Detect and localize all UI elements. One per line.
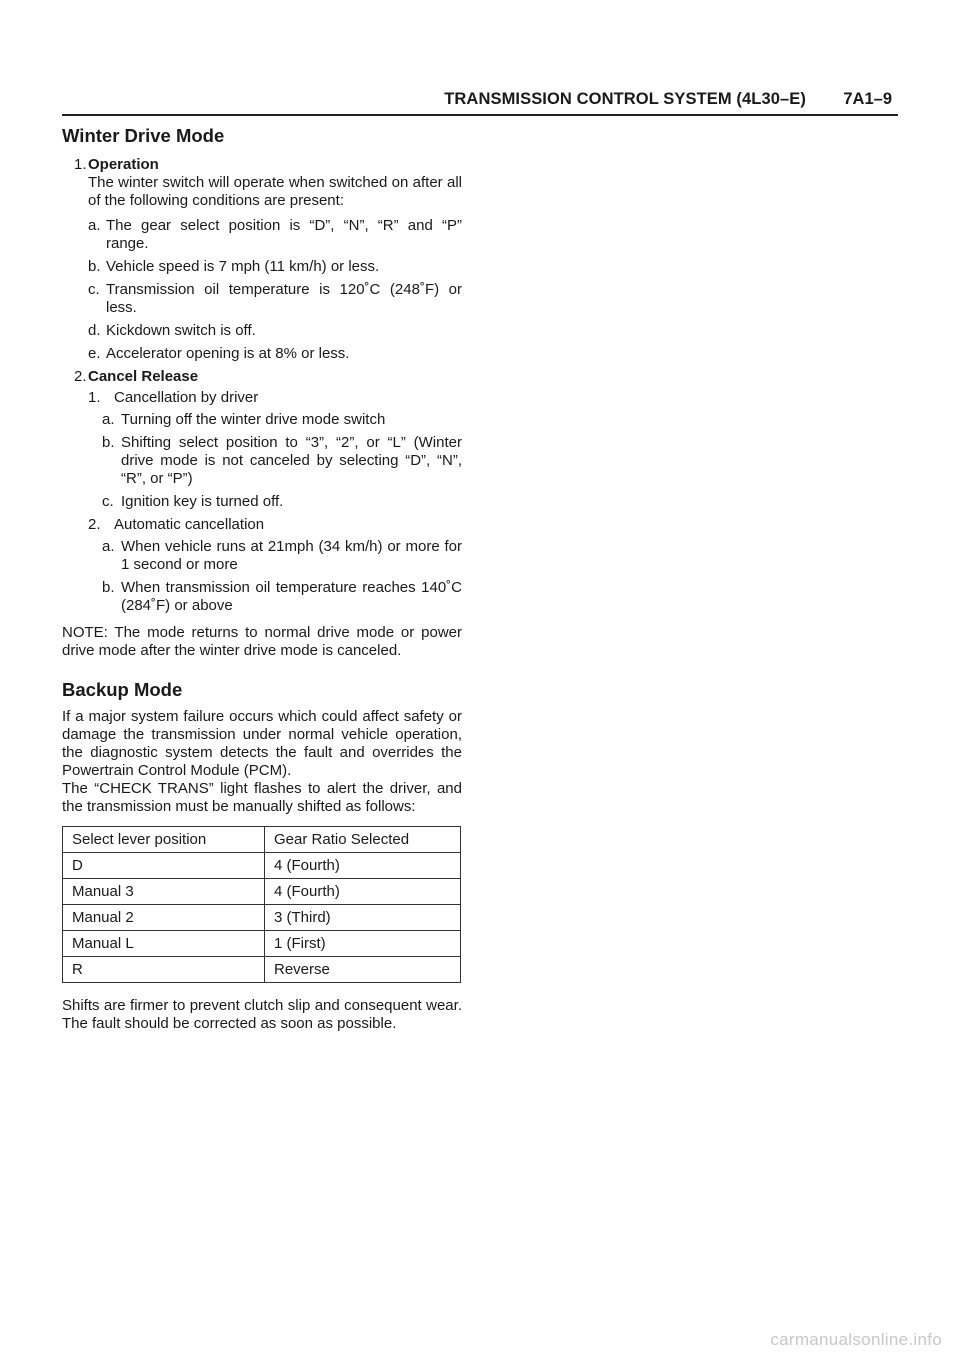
list-text: When vehicle runs at 21mph (34 km/h) or more for 1 second or more: [121, 538, 462, 573]
list-letter: a.: [88, 217, 101, 234]
list-number: 2.: [74, 368, 87, 385]
table-header: Select lever position: [63, 827, 265, 853]
list-text: When transmission oil temperature reaches 140˚C (284˚F) or above: [121, 579, 462, 614]
list-text: Transmission oil temperature is 120˚C (248˚F) or less.: [106, 281, 462, 316]
page-header: [62, 88, 898, 116]
table-cell: Manual 2: [63, 905, 265, 931]
list-letter: c.: [88, 281, 100, 298]
table-row: [63, 879, 461, 905]
list-item: [102, 493, 462, 511]
list-letter: a.: [102, 411, 115, 428]
list-item: [88, 281, 462, 317]
list-item: [88, 322, 462, 340]
table-cell: 4 (Fourth): [265, 853, 461, 879]
table-cell: 4 (Fourth): [265, 879, 461, 905]
table-header-row: [63, 827, 461, 853]
list-text: Accelerator opening is at 8% or less.: [106, 345, 350, 362]
list-letter: e.: [88, 345, 101, 362]
list-text: The gear select position is “D”, “N”, “R” and “P” range.: [106, 217, 462, 252]
table-cell: Manual L: [63, 931, 265, 957]
list-title: Cancel Release: [88, 368, 199, 385]
list-item-operation: [74, 156, 462, 174]
list-title: Operation: [88, 156, 159, 173]
table-cell: Reverse: [265, 957, 461, 983]
list-item-cancel-release: [74, 368, 462, 386]
table-cell: D: [63, 853, 265, 879]
table-row: [63, 931, 461, 957]
list-text: Vehicle speed is 7 mph (11 km/h) or less.: [106, 258, 380, 275]
gear-table: [62, 826, 461, 983]
table-row: [63, 905, 461, 931]
sub-item-driver: [88, 389, 462, 407]
list-number: 1.: [74, 156, 87, 173]
section-heading-backup: Backup Mode: [62, 679, 183, 700]
page-number: 7A1–9: [843, 90, 892, 108]
list-text: Ignition key is turned off.: [121, 493, 284, 510]
table-header: Gear Ratio Selected: [265, 827, 461, 853]
header-title: TRANSMISSION CONTROL SYSTEM (4L30–E): [444, 90, 806, 108]
list-letter: b.: [102, 434, 115, 451]
list-item: [88, 217, 462, 253]
list-text: Turning off the winter drive mode switch: [121, 411, 386, 428]
backup-paragraph-2: The “CHECK TRANS” light flashes to alert the driver, and the transmission must be manually shifted as follows:: [62, 780, 462, 815]
list-item: [102, 538, 462, 574]
list-letter: c.: [102, 493, 114, 510]
table-cell: Manual 3: [63, 879, 265, 905]
note-text: NOTE: The mode returns to normal drive mode or power drive mode after the winter drive mode is canceled.: [62, 624, 462, 659]
list-item: [102, 411, 462, 429]
section-heading-winter: Winter Drive Mode: [62, 125, 225, 146]
list-item: [88, 258, 462, 276]
list-letter: b.: [102, 579, 115, 596]
sub-title: Automatic cancellation: [114, 516, 265, 533]
table-cell: 1 (First): [265, 931, 461, 957]
list-text: Kickdown switch is off.: [106, 322, 256, 339]
list-letter: b.: [88, 258, 101, 275]
list-item: [102, 579, 462, 615]
operation-intro: The winter switch will operate when switched on after all of the following conditions are present:: [88, 174, 462, 209]
table-row: [63, 957, 461, 983]
table-cell: 3 (Third): [265, 905, 461, 931]
table-cell: R: [63, 957, 265, 983]
list-text: Shifting select position to “3”, “2”, or “L” (Winter drive mode is not canceled by selecting “D”, “N”, “R”, or “P”): [121, 434, 462, 487]
list-item: [102, 434, 462, 488]
list-item: [88, 345, 462, 363]
watermark: carmanualsonline.info: [770, 1330, 942, 1349]
backup-paragraph-1: If a major system failure occurs which could affect safety or damage the transmission under normal vehicle operation, the diagnostic system detects the fault and overrides the Powertrain Control Module (PCM).: [62, 708, 462, 779]
sub-number: 1.: [88, 389, 101, 406]
sub-number: 2.: [88, 516, 101, 533]
table-row: [63, 853, 461, 879]
backup-paragraph-3: Shifts are firmer to prevent clutch slip and consequent wear. The fault should be corrected as soon as possible.: [62, 997, 462, 1032]
list-letter: a.: [102, 538, 115, 555]
content-column: [62, 124, 462, 1033]
list-letter: d.: [88, 322, 101, 339]
sub-title: Cancellation by driver: [114, 389, 259, 406]
sub-item-auto: [88, 516, 462, 534]
